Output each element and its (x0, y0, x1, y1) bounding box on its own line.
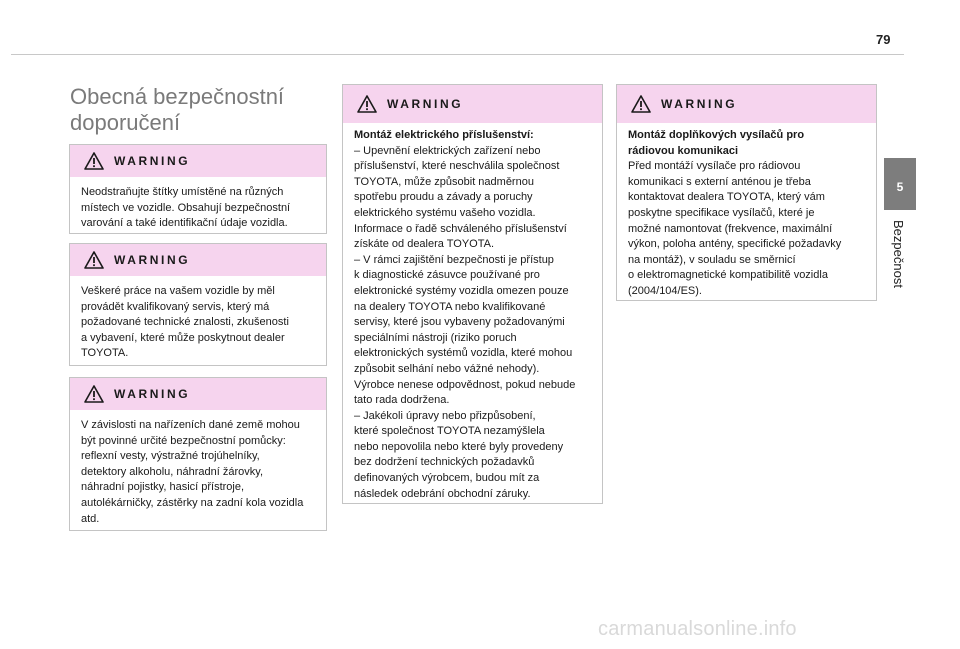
chapter-tab[interactable]: 5 (884, 158, 916, 210)
text-line: Veškeré práce na vašem vozidle by měl (81, 285, 275, 297)
top-rule (11, 54, 904, 55)
warning-text (70, 276, 326, 370)
text-line: elektronických systémů vozidla, které mohou (354, 347, 573, 360)
warning-box (69, 377, 327, 531)
text-line: bez dodržení technických požadavků (354, 456, 535, 469)
warning-box (616, 84, 877, 301)
text-line: speciálními nástroji (riziko poruch (354, 331, 517, 344)
warning-header (70, 378, 326, 410)
warning-triangle-icon (84, 385, 104, 403)
warning-text (70, 410, 326, 535)
warning-title: WARNING (661, 97, 738, 111)
text-line: výkon, poloha antény, specifické požadavky (628, 238, 842, 251)
text-line: elektronické systémy vozidla omezen pouze (354, 284, 569, 297)
text-line: místech ve vozidle. Obsahují bezpečnostní (81, 201, 291, 214)
text-line: TOYOTA, může způsobit nadměrnou (354, 175, 534, 188)
footer-watermark[interactable]: carmanualsonline.info (598, 618, 797, 640)
text-line: (2004/104/ES). (628, 284, 702, 297)
text-line: – V rámci zajištění bezpečnosti je přístup (354, 253, 554, 266)
text-line: elektrického systému vašeho vozidla. (354, 206, 536, 219)
title-line: Obecná bezpečnostní (70, 84, 285, 109)
title-line: doporučení (70, 110, 181, 135)
text-line: které společnost TOYOTA nezamýšlela (354, 425, 545, 438)
warning-triangle-icon (84, 251, 104, 269)
text-line: tato rada dodržena. (354, 394, 450, 407)
chapter-label-container (881, 218, 917, 318)
warning-box (342, 84, 603, 504)
text-line: poskytne specifikace vysílačů, které je (628, 206, 815, 219)
warning-header (343, 85, 602, 123)
text-line: detektory alkoholu, náhradní žárovky, (81, 465, 264, 478)
page-number: 79 (876, 32, 891, 47)
text-line: na dealery TOYOTA nebo kvalifikované (354, 300, 546, 313)
text-line: autolékárničky, zástěrky na zadní kola vozidla (81, 496, 304, 509)
warning-subheading: Montáž doplňkových vysílačů pro (628, 129, 805, 141)
warning-title: WARNING (114, 253, 191, 267)
text-line: možné namontovat (frekvence, maximální (628, 222, 833, 235)
text-line: a vybavení, které může poskytnout dealer (81, 331, 285, 344)
text-line: Před montáží vysílače pro rádiovou (628, 160, 801, 173)
text-line: varování a také identifikační údaje vozidla. (81, 217, 288, 230)
warning-title: WARNING (114, 154, 191, 168)
text-line: spotřebu proudu a závady a poruchy (354, 191, 533, 204)
text-line: TOYOTA. (81, 347, 129, 360)
text-line: požadované technické znalosti, zkušenosti (81, 316, 289, 329)
text-line: reflexní vesty, výstražné trojúhelníky, (81, 450, 260, 463)
warning-text (343, 123, 602, 510)
warning-box (69, 144, 327, 234)
text-line: servisy, které jsou vybaveny požadovanými (354, 316, 565, 329)
text-line: příslušenství, které neschválila společnost (354, 160, 560, 173)
warning-header (70, 244, 326, 276)
warning-triangle-icon (631, 95, 651, 113)
text-line: k diagnostické zásuvce používané pro (354, 269, 540, 282)
text-line: – Upevnění elektrických zařízení nebo (354, 144, 541, 157)
text-line: definovaných výrobcem, budou mít za (354, 472, 540, 485)
text-line: náhradní pojistky, hasicí přístroje, (81, 481, 245, 494)
warning-subheading: rádiovou komunikaci (628, 144, 739, 157)
text-line: kontaktovat dealera TOYOTA, který vám (628, 191, 825, 204)
text-line: nebo nepovolila nebo které byly provedeny (354, 440, 564, 453)
text-line: o elektromagnetické kompatibilitě vozidla (628, 269, 828, 282)
text-line: Výrobce nenese odpovědnost, pokud nebude (354, 378, 576, 391)
warning-box (69, 243, 327, 366)
warning-text (70, 177, 326, 240)
warning-header (617, 85, 876, 123)
text-line: Informace o řadě schváleného příslušenství (354, 222, 567, 235)
text-line: – Jakékoli úpravy nebo přizpůsobení, (354, 409, 536, 422)
text-line: být povinné určité bezpečnostní pomůcky: (81, 434, 286, 447)
warning-triangle-icon (357, 95, 377, 113)
warning-title: WARNING (387, 97, 464, 111)
warning-header (70, 145, 326, 177)
text-line: V závislosti na nařízeních dané země mohou (81, 419, 300, 431)
warning-title: WARNING (114, 387, 191, 401)
text-line: způsobit selhání nebo vážné nehody). (354, 362, 540, 375)
warning-triangle-icon (84, 152, 104, 170)
page-title (70, 84, 330, 136)
text-line: na montáž), v souladu se směrnicí (628, 253, 796, 266)
text-line: komunikaci s externí anténou je třeba (628, 175, 811, 188)
text-line: Neodstraňujte štítky umístěné na různých (81, 186, 284, 198)
warning-text (617, 123, 876, 308)
chapter-label: Bezpečnost (891, 220, 906, 288)
text-line: získáte od dealera TOYOTA. (354, 238, 495, 251)
text-line: atd. (81, 512, 100, 525)
text-line: provádět kvalifikovaný servis, který má (81, 300, 270, 313)
warning-subheading: Montáž elektrického příslušenství: (354, 129, 534, 141)
text-line: následek odebrání obchodní záruky. (354, 487, 531, 500)
